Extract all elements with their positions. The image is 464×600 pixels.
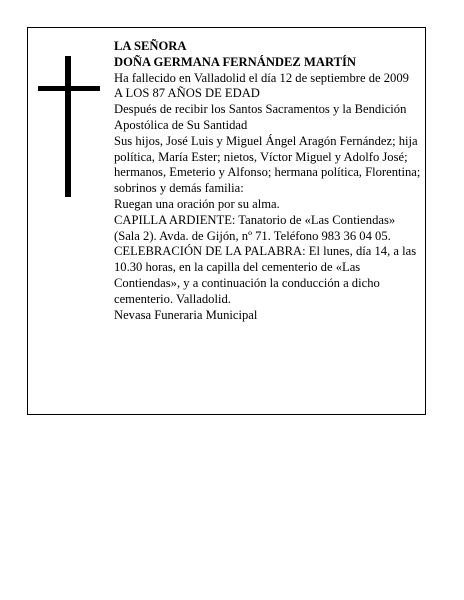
notice-heading: LA SEÑORA <box>114 39 187 53</box>
deceased-name: DOÑA GERMANA FERNÁNDEZ MARTÍN <box>114 54 356 69</box>
funeral-home: Nevasa Funeraria Municipal <box>114 307 258 322</box>
sacraments-line: Después de recibir los Santos Sacramentos y la Bendición Apostólica de Su Santidad <box>114 102 407 132</box>
cross-icon <box>38 56 100 197</box>
death-statement: Ha fallecido en Valladolid el día 12 de septiembre de 2009 <box>114 70 409 85</box>
cross-horizontal-bar <box>38 86 100 91</box>
ceremony-info: CELEBRACIÓN DE LA PALABRA: El lunes, día 14, a las 10.30 horas, en la capilla del cementerio de «Las Contiendas», y a continuación la conducción a dicho cementerio. Valladolid. <box>114 244 417 306</box>
chapel-info: CAPILLA ARDIENTE: Tanatorio de «Las Contiendas» (Sala 2). Avda. de Gijón, nº 71. Teléfono 983 36 04 05. <box>114 212 396 243</box>
age-line: A LOS 87 AÑOS DE EDAD <box>114 86 260 101</box>
cross-vertical-bar <box>65 56 71 197</box>
family-list: Sus hijos, José Luis y Miguel Ángel Aragón Fernández; hija política, María Ester; nietos, Víctor Miguel y Adolfo José; hermanos, Emeterio y Alfonso; hermana política, Florentina; sobrinos y demás familia: <box>114 133 421 196</box>
notice-body <box>114 39 424 323</box>
prayer-request: Ruegan una oración por su alma. <box>114 196 280 211</box>
